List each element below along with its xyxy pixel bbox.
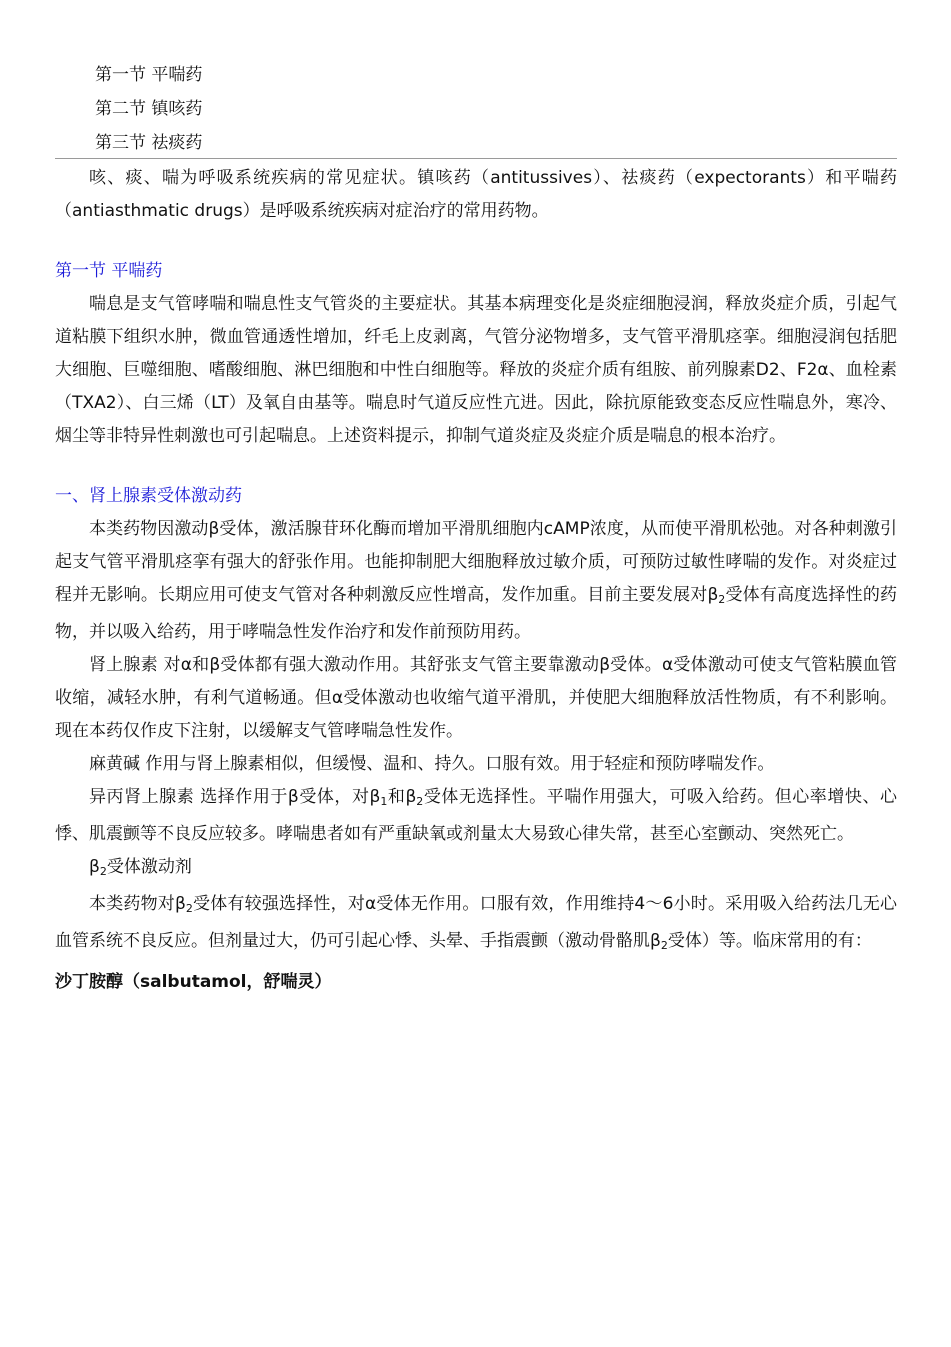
text-run: 受体激动剂 [106,857,192,877]
divider-line [55,158,897,159]
toc-item-section-2[interactable]: 第二节 镇咳药 [95,99,203,119]
section-1-paragraph: 喘息是支气管哮喘和喘息性支气管炎的主要症状。其基本病理变化是炎症细胞浸润，释放炎症介质，引起气道粘膜下组织水肿，微血管通透性增加，纤毛上皮剥离，气管分泌物增多，支气管平滑肌痉挛。细胞浸润包括肥大细胞、巨噬细胞、嗜酸细胞、淋巴细胞和中性白细胞等。释放的炎症介质有组胺、前列腺素D2、F2α、血栓素（TXA2）、白三烯（LT）及氧自由基等。喘息时气道反应性亢进。因此，除抗原能致变态反应性喘息外，寒冷、烟尘等非特异性刺激也可引起喘息。上述资料提示，抑制气道炎症及炎症介质是喘息的根本治疗。 [55,294,897,446]
text-run: 本类药物因激动β受体，激活腺苷环化酶而增加平滑肌细胞内cAMP浓度，从而使平滑肌松弛。对各种刺激引起支气管平滑肌痉挛有强大的舒张作用。也能抑制肥大细胞释放过敏介质，可预防过敏性哮喘的发作。对炎症过程并无影响。长期应用可使支气管对各种刺激反应性增高，发作加重。目前主要发展对β [55,519,897,605]
adrenergic-intro-paragraph [55,513,897,649]
subscript: 2 [718,593,726,606]
text-run: 和β [387,787,417,807]
epinephrine-paragraph: 肾上腺素 对α和β受体都有强大激动作用。其舒张支气管主要靠激动β受体。α受体激动可使支气管粘膜血管收缩，减轻水肿，有利气道畅通。但α受体激动也收缩气道平滑肌，并使肥大细胞释放活性物质，有不利影响。现在本药仅作皮下注射，以缓解支气管哮喘急性发作。 [55,655,897,741]
subscript: 1 [380,795,388,808]
subscript: 2 [99,865,107,878]
text-run: 异丙肾上腺素 选择作用于β受体，对β [89,787,381,807]
text-run: β [89,857,100,877]
document-body [55,162,897,999]
subscript: 2 [185,902,193,915]
ephedrine-paragraph: 麻黄碱 作用与肾上腺素相似，但缓慢、温和、持久。口服有效。用于轻症和预防哮喘发作。 [89,754,775,774]
beta2-agonist-paragraph [55,888,897,962]
isoprenaline-paragraph [55,781,897,851]
intro-paragraph: 咳、痰、喘为呼吸系统疾病的常见症状。镇咳药（antitussives）、祛痰药（expectorants）和平喘药（antiasthmatic drugs）是呼吸系统疾病对症治疗的常用药物。 [55,168,897,221]
text-run: 受体无选择性。平喘作用强大，可吸入给药。但心率增快、心悸、肌震颤等不良反应较多。哮喘患者如有严重缺氧或剂量太大易致心律失常，甚至心室颤动、突然死亡。 [55,787,897,844]
section-heading-1: 第一节 平喘药 [55,261,163,281]
subscript: 2 [660,939,668,952]
drug-name-salbutamol: 沙丁胺醇（salbutamol，舒喘灵） [55,972,332,992]
table-of-contents [95,58,202,160]
text-run: 受体）等。临床常用的有： [667,931,872,951]
toc-item-section-3[interactable]: 第三节 祛痰药 [95,133,203,153]
text-run: 受体有高度选择性的药物，并以吸入给药，用于哮喘急性发作治疗和发作前预防用药。 [55,585,897,642]
subsection-heading-adrenergic: 一、肾上腺素受体激动药 [55,486,242,506]
text-run: 受体有较强选择性，对α受体无作用。口服有效，作用维持4～6小时。采用吸入给药法几无心血管系统不良反应。但剂量过大，仍可引起心悸、头晕、手指震颤（激动骨骼肌β [55,894,897,951]
subscript: 2 [416,795,424,808]
toc-item-section-1[interactable]: 第一节 平喘药 [95,65,203,85]
text-run: 本类药物对β [89,894,186,914]
beta2-agonist-subheading [55,851,897,888]
